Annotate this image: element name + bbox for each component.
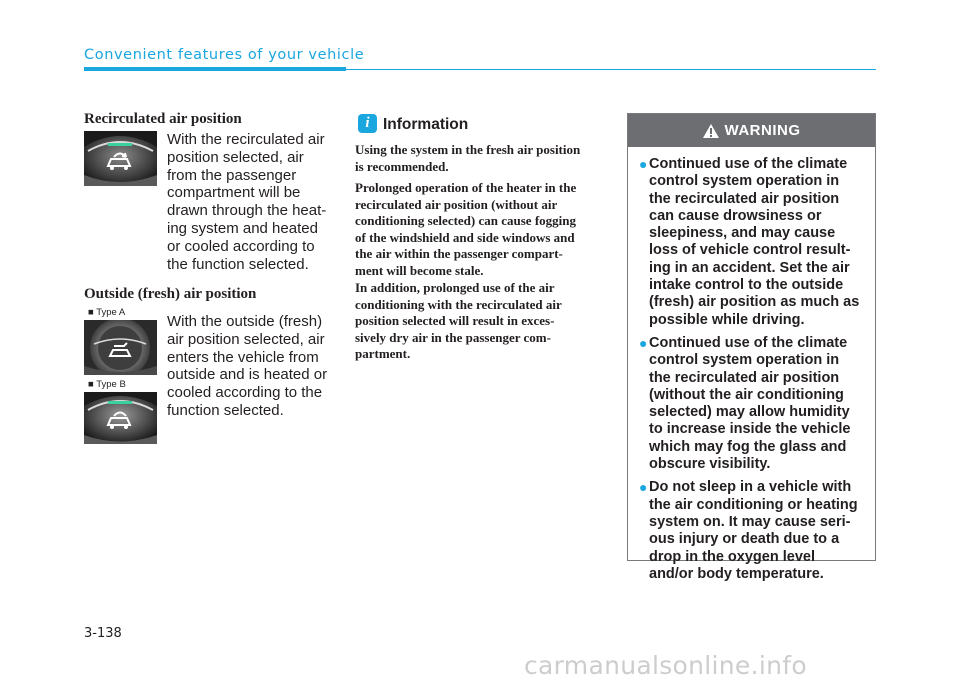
text-line: Continued use of the climate	[649, 334, 848, 351]
text-line: possible while driving.	[649, 311, 805, 328]
warning-title: WARNING	[724, 122, 801, 139]
info-paragraph	[355, 142, 605, 175]
recirculated-description	[167, 131, 334, 273]
header-rule-thin	[346, 69, 876, 70]
text-line: sleepiness, and may cause	[649, 225, 836, 242]
text-line: Prolonged operation of the heater in the	[355, 180, 577, 195]
text-line: selected) may allow humidity	[649, 404, 850, 421]
outside-description	[167, 313, 334, 420]
text-line: function selected.	[167, 401, 284, 419]
warning-item	[639, 479, 869, 583]
text-line: from the passenger	[167, 166, 297, 184]
text-line: the recirculated air position	[649, 369, 840, 386]
recirculated-button-image	[84, 131, 157, 186]
text-line: is recommended.	[355, 158, 449, 174]
warning-item	[639, 335, 869, 473]
text-line: conditioning selected) can cause fogging	[355, 213, 576, 228]
text-line: which may fog the glass and	[649, 438, 847, 455]
watermark: carmanualsonline.info	[524, 651, 807, 680]
info-paragraph	[355, 280, 605, 363]
information-title: Information	[383, 116, 469, 133]
bullet-icon: ●	[639, 334, 648, 351]
text-line: sively dry air in the passenger com-	[355, 329, 551, 345]
text-line: to increase inside the vehicle	[649, 421, 851, 438]
text-line: (fresh) air position as much as	[649, 294, 860, 311]
text-line: Using the system in the fresh air position	[355, 142, 581, 157]
text-line: In addition, prolonged use of the air	[355, 280, 555, 295]
text-line: cooled according to the	[167, 384, 323, 402]
page-number: 3-138	[84, 626, 122, 641]
warning-triangle-icon	[703, 124, 719, 138]
text-line: can cause drowsiness or	[649, 207, 822, 224]
text-line: air position selected, air	[167, 330, 325, 348]
type-a-label: ■ Type A	[88, 307, 126, 318]
text-line: control system operation in	[649, 352, 840, 369]
text-line: outside and is heated or	[167, 366, 328, 384]
text-line: drop in the oxygen level	[649, 548, 815, 565]
text-line: obscure visibility.	[649, 456, 771, 473]
text-line: the function selected.	[167, 255, 309, 273]
text-line: position selected, air	[167, 148, 304, 166]
text-line: intake control to the outside	[649, 277, 844, 294]
bullet-icon: ●	[639, 156, 648, 172]
type-b-label: ■ Type B	[88, 379, 126, 390]
text-line: the air within the passenger compart-	[355, 246, 563, 261]
text-line: conditioning with the recirculated air	[355, 296, 562, 312]
header-title: Convenient features of your vehicle	[84, 47, 365, 63]
text-line: With the outside (fresh)	[167, 313, 323, 330]
text-line: loss of vehicle control result-	[649, 242, 851, 259]
info-paragraph	[355, 180, 605, 279]
header-rule-thick	[84, 67, 346, 71]
text-line: Do not sleep in a vehicle with	[649, 479, 852, 496]
text-line: system on. It may cause seri-	[649, 513, 851, 530]
text-line: ing in an accident. Set the air	[649, 259, 850, 276]
text-line: partment.	[355, 346, 411, 361]
warning-list	[639, 156, 869, 589]
text-line: and/or body temperature.	[649, 565, 824, 582]
text-line: ment will become stale.	[355, 262, 484, 278]
text-line: compartment will be	[167, 184, 301, 202]
warning-box	[627, 113, 876, 582]
bullet-icon: ●	[639, 479, 648, 496]
text-line: (without the air conditioning	[649, 386, 844, 403]
text-line: drawn through the heat-	[167, 202, 327, 220]
recirculated-heading: Recirculated air position	[84, 111, 242, 127]
text-line: Continued use of the climate	[649, 156, 848, 172]
outside-type-a-image	[84, 320, 157, 375]
text-line: ous injury or death due to a	[649, 531, 840, 548]
text-line: enters the vehicle from	[167, 348, 319, 366]
text-line: the air conditioning or heating	[649, 496, 858, 513]
text-line: of the windshield and side windows and	[355, 229, 575, 245]
warning-item	[639, 156, 869, 329]
text-line: recirculated air position (without air	[355, 196, 558, 212]
text-line: the recirculated air position	[649, 190, 840, 207]
text-line: control system operation in	[649, 173, 840, 190]
text-line: position selected will result in exces-	[355, 313, 555, 328]
text-line: ing system and heated	[167, 219, 318, 237]
info-icon: i	[358, 114, 377, 133]
warning-header	[628, 114, 875, 147]
text-line: With the recirculated air	[167, 131, 325, 148]
outside-heading: Outside (fresh) air position	[84, 286, 257, 302]
text-line: or cooled according to	[167, 237, 315, 255]
outside-type-b-image	[84, 392, 157, 444]
